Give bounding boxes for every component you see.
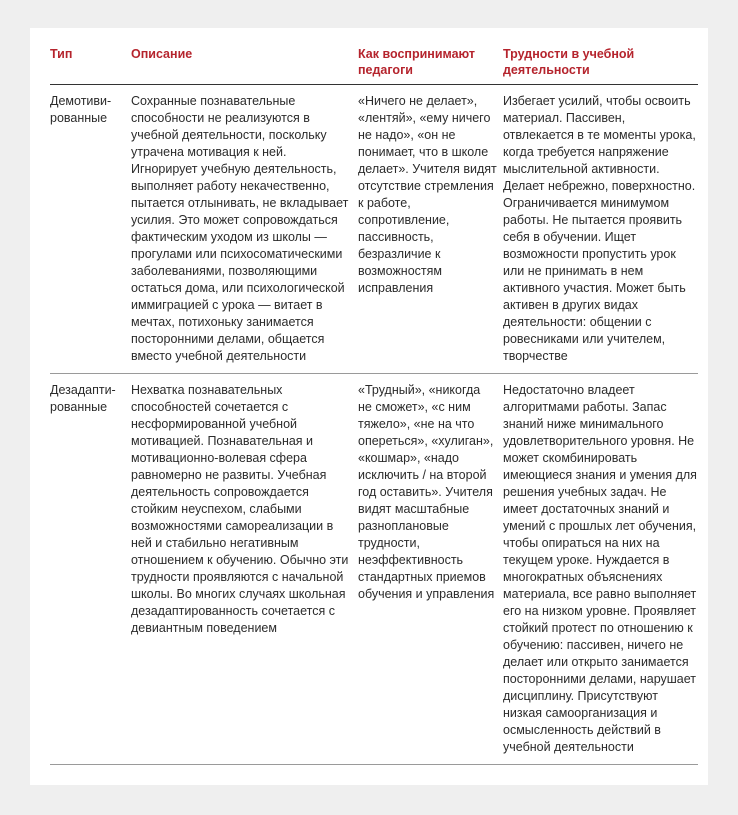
table-row [50,85,698,374]
header-type: Тип [50,40,131,85]
cell-description: Нехватка познавательных способностей сочетается с несформированной учебной мотивацией. Познавательная и мотивационно-волевая сфера равномерно не развиты. Учебная деятельность сопровождается стойким неуспехом, слабыми возможностями самореализации в ней и стабильно негативным отношением к обучению. Обычно эти трудности проявляются с начальной школы. Во многих случаях школьная дезадаптированность сочетается с девиантным поведением [131,374,358,765]
cell-type: Дезадапти-рованные [50,374,131,765]
header-perception: Как воспринимают педагоги [358,40,503,85]
cell-description: Сохранные познавательные способности не реализуются в учебной деятельности, поскольку утрачена мотивация к ней. Игнорирует учебную деятельность, выполняет работу некачественно, пытается отлынивать, не вкладывает усилия. Это может сопровождаться фактическим уходом из школы — прогулами или психосоматическими заболеваниями, позволяющими остаться дома, или психологической иммиграцией с урока — витает в мечтах, потихоньку занимается посторонними делами, общается вместо учебной деятельности [131,85,358,374]
table-header-row [50,40,698,85]
header-description: Описание [131,40,358,85]
cell-difficulties: Избегает усилий, чтобы освоить материал. Пассивен, отвлекается в те моменты урока, когда требуется напряжение мыслительной активности. Делает небрежно, поверхностно. Ограничивается минимумом работы. Не пытается проявить себя в обучении. Ищет возможности пропустить урок или не принимать в нем активного участия. Может быть активен в других видах деятельности: общении с ровесниками или учителем, творчестве [503,85,698,374]
cell-type: Демотиви-рованные [50,85,131,374]
header-difficulties: Трудности в учебной деятельности [503,40,698,85]
cell-difficulties: Недостаточно владеет алгоритмами работы. Запас знаний ниже минимального удовлетворительного уровня. Не может скомбинировать имеющиеся знания и умения для решения учебных задач. Не имеет достаточных знаний и умений с прошлых лет обучения, чтобы опираться на них на текущем уроке. Нуждается в многократных объяснениях материала, все равно выполняет его на низком уровне. Проявляет стойкий протест по отношению к обучению: пассивен, ничего не делает или открыто занимается посторонними делами, нарушает дисциплину. Присутствуют низкая самоорганизация и осмысленность действий в учебной деятельности [503,374,698,765]
table-row [50,374,698,765]
cell-perception: «Ничего не делает», «лентяй», «ему ничего не надо», «он не понимает, что в школе делает». Учителя видят отсутствие стремления к работе, сопротивление, пассивность, безразличие к возможностям исправления [358,85,503,374]
student-types-table [50,40,698,765]
document-page [30,28,708,785]
cell-perception: «Трудный», «никогда не сможет», «с ним тяжело», «не на что опереться», «хулиган», «кошмар», «надо исключить / на второй год оставить». Учителя видят масштабные разноплановые трудности, неэффективность стандартных приемов обучения и управления [358,374,503,765]
